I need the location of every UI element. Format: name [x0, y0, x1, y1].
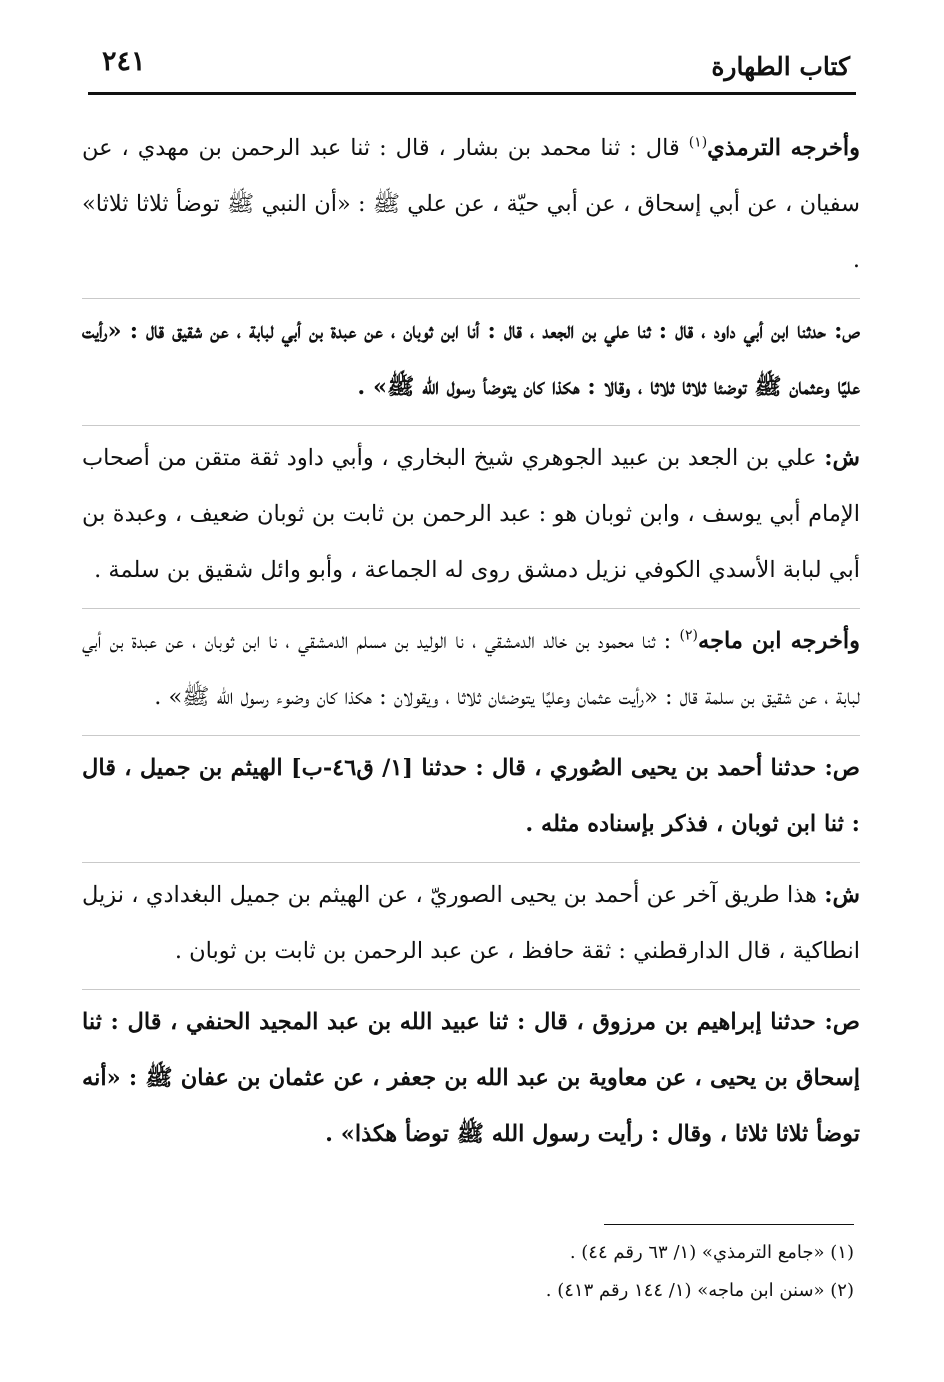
- paragraph-lead: ص:: [824, 1009, 860, 1035]
- paragraph-lead: ش:: [824, 445, 860, 471]
- footnote-1: (١) «جامع الترمذي» (١/ ٦٣ رقم ٤٤) .: [569, 1242, 854, 1263]
- paragraph-lead: وأخرجه الترمذي: [707, 135, 860, 161]
- paragraph-body: حدثنا أحمد بن يحيى الصُوري ، قال : حدثنا [١/ ق٤٦-ب] الهيثم بن جميل ، قال : ثنا ابن ثوبان ، فذكر بإسناده مثله .: [82, 755, 860, 837]
- paragraph-lead: ص:: [834, 318, 860, 344]
- paragraph-shin-2: [82, 862, 860, 989]
- footnotes: [90, 1234, 854, 1310]
- paragraph-body: حدثنا إبراهيم بن مرزوق ، قال : ثنا عبيد الله بن عبد المجيد الحنفي ، قال : ثنا إسحاق بن يحيى ، عن معاوية بن عبد الله بن جعفر ، عن عثمان بن عفان ﷺ : «أنه توضأ ثلاثا ثلاثا ، وقال : رأيت رسول الله ﷺ توضأ هكذا» .: [82, 1009, 860, 1147]
- page-number: ٢٤١: [102, 46, 146, 77]
- paragraph-body: قال : ثنا محمد بن بشار ، قال : ثنا عبد الرحمن بن مهدي ، عن سفيان ، عن أبي إسحاق ، عن أبي حيّة ، عن علي ﷺ : «أن النبي ﷺ توضأ ثلاثا ثلاثا» .: [82, 135, 860, 273]
- paragraph-body: علي بن الجعد بن عبيد الجوهري شيخ البخاري ، وأبي داود ثقة متقن من أصحاب الإمام أبي يوسف ، وابن ثوبان هو : عبد الرحمن بن ثابت بن ثوبان ضعيف ، وعبدة بن أبي لبابة الأسدي الكوفي نزيل دمشق روى له الجماعة ، وأبو وائل شقيق بن سلمة .: [82, 445, 860, 583]
- footnote-ref: (٢): [679, 627, 699, 644]
- paragraph-tirmidhi: [82, 120, 860, 298]
- paragraph-sad-3: [82, 989, 860, 1172]
- paragraph-body: حدثنا ابن أبي داود ، قال : ثنا علي بن الجعد ، قال : أنا ابن ثوبان ، عن عبدة بن أبي لبابة ، عن شقيق قال : «رأيت عليًا وعثمان ﷺ توضئا ثلاثا ثلاثا ، وقالا : هكذا كان يتوضأ رسول الله ﷺ» .: [82, 318, 860, 400]
- main-text: [82, 120, 860, 1172]
- running-title: كتاب الطهارة: [711, 52, 850, 81]
- paragraph-lead: وأخرجه ابن ماجه: [698, 628, 860, 654]
- footnote-ref: (١): [688, 134, 708, 151]
- footnote-separator: [604, 1224, 854, 1225]
- page-header: [88, 40, 856, 95]
- paragraph-ibn-majah: [82, 608, 860, 735]
- paragraph-lead: ش:: [824, 882, 860, 908]
- paragraph-lead: ص:: [824, 755, 860, 781]
- paragraph-body: هذا طريق آخر عن أحمد بن يحيى الصوريّ ، عن الهيثم بن جميل البغدادي ، نزيل انطاكية ، قال الدارقطني : ثقة حافظ ، عن عبد الرحمن بن ثابت بن ثوبان .: [82, 882, 860, 964]
- paragraph-sad-1: [82, 298, 860, 425]
- footnote-2: (٢) «سنن ابن ماجه» (١/ ١٤٤ رقم ٤١٣) .: [545, 1280, 854, 1301]
- paragraph-body: : ثنا محمود بن خالد الدمشقي ، نا الوليد بن مسلم الدمشقي ، نا ابن ثوبان ، عن عبدة بن أبي لبابة ، عن شقيق بن سلمة قال : «رأيت عثمان وعليًا يتوضئان ثلاثا ، ويقولان : هكذا كان وضوء رسول الله ﷺ» .: [82, 628, 860, 710]
- paragraph-sad-2: [82, 735, 860, 862]
- paragraph-shin-1: [82, 425, 860, 608]
